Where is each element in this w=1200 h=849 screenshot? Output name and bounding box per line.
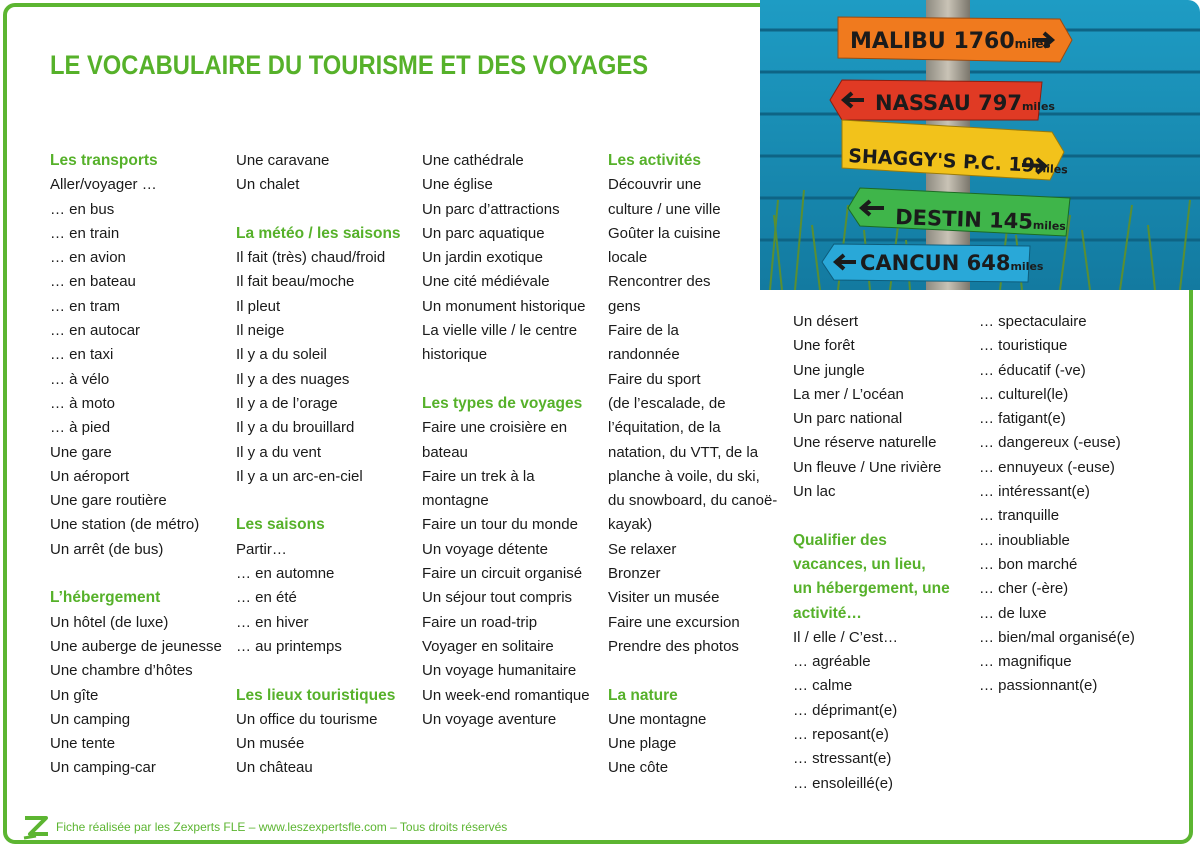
vocab-item: La mer / L’océan bbox=[793, 385, 904, 403]
vocab-item: … déprimant(e) bbox=[793, 701, 898, 719]
vocab-item: … de luxe bbox=[979, 604, 1047, 622]
zexperts-logo-icon bbox=[22, 814, 50, 840]
vocab-item: … en été bbox=[236, 589, 297, 607]
vocab-item: … dangereux (-euse) bbox=[979, 434, 1121, 452]
spacer bbox=[422, 368, 607, 392]
vocab-item: kayak) bbox=[608, 516, 653, 534]
signpost-photo bbox=[760, 0, 1200, 290]
vocab-item: Une église bbox=[422, 176, 493, 194]
vocab-item: … en tram bbox=[50, 297, 121, 315]
vocab-item: … bon marché bbox=[979, 555, 1078, 573]
svg-text:DESTIN 145miles: DESTIN 145miles bbox=[894, 205, 1067, 234]
vocab-item: Un parc national bbox=[793, 410, 903, 428]
vocab-item: Un château bbox=[236, 759, 313, 777]
column-2 bbox=[236, 149, 421, 781]
spacer bbox=[50, 562, 235, 586]
vocab-item: … spectaculaire bbox=[979, 313, 1087, 330]
vocab-item: … fatigant(e) bbox=[979, 410, 1066, 428]
vocab-item: Faire une croisière en bbox=[422, 419, 568, 437]
vocab-item: … magnifique bbox=[979, 653, 1072, 671]
vocab-item: Un voyage détente bbox=[422, 540, 548, 558]
vocab-item: locale bbox=[608, 249, 648, 267]
vocab-item: Prendre des photos bbox=[608, 637, 739, 655]
vocab-item: … ennuyeux (-euse) bbox=[979, 458, 1115, 476]
vocab-item: (de l’escalade, de bbox=[608, 394, 726, 412]
vocab-item: … en bus bbox=[50, 200, 115, 218]
vocab-item: Il y a du vent bbox=[236, 443, 322, 461]
vocab-item: Une auberge de jeunesse bbox=[50, 637, 222, 655]
vocab-item: Un musée bbox=[236, 735, 305, 753]
vocab-item: Un lac bbox=[793, 483, 836, 501]
svg-text:SHAGGY'S P.C. 19miles: SHAGGY'S P.C. 19miles bbox=[847, 145, 1069, 177]
vocab-item: Il y a de l’orage bbox=[236, 394, 338, 412]
spacer bbox=[236, 198, 421, 222]
signpost-illustration bbox=[760, 0, 1200, 290]
vocab-item: Un camping-car bbox=[50, 759, 156, 777]
vocab-item: natation, du VTT, de la bbox=[608, 443, 759, 461]
section-heading: Les saisons bbox=[236, 516, 325, 534]
vocab-item: … ensoleillé(e) bbox=[793, 774, 894, 792]
vocab-item: Un camping bbox=[50, 710, 131, 728]
section-heading: un hébergement, une bbox=[793, 580, 950, 598]
vocab-item: … au printemps bbox=[236, 637, 342, 655]
section-heading: Les transports bbox=[50, 152, 158, 169]
vocab-item: … bien/mal organisé(e) bbox=[979, 628, 1135, 646]
svg-text:CANCUN 648miles: CANCUN 648miles bbox=[860, 251, 1044, 275]
vocab-item: Une côte bbox=[608, 759, 669, 777]
vocab-item: Un chalet bbox=[236, 176, 300, 194]
vocab-item: Une montagne bbox=[608, 710, 707, 728]
vocab-item: Bronzer bbox=[608, 565, 661, 583]
vocab-item: Il neige bbox=[236, 322, 285, 340]
vocab-item: Un office du tourisme bbox=[236, 710, 378, 728]
vocab-item: Une tente bbox=[50, 735, 116, 753]
vocab-item: … en taxi bbox=[50, 346, 114, 364]
vocab-item: … passionnant(e) bbox=[979, 677, 1098, 695]
section-heading: La météo / les saisons bbox=[236, 224, 401, 242]
vocab-item: Faire une excursion bbox=[608, 613, 740, 631]
vocab-item: Il / elle / C’est… bbox=[793, 628, 899, 646]
vocab-item: Faire un road-trip bbox=[422, 613, 538, 631]
vocab-item: Une cité médiévale bbox=[422, 273, 550, 291]
vocab-item: … tranquille bbox=[979, 507, 1060, 525]
vocab-item: Rencontrer des bbox=[608, 273, 711, 291]
section-heading: Les types de voyages bbox=[422, 394, 583, 412]
vocab-item: Un fleuve / Une rivière bbox=[793, 458, 942, 476]
vocab-item: … éducatif (-ve) bbox=[979, 361, 1086, 379]
vocab-item: l’équitation, de la bbox=[608, 419, 721, 437]
vocab-item: Une caravane bbox=[236, 152, 330, 169]
vocab-item: Goûter la cuisine bbox=[608, 224, 721, 242]
vocab-item: Un aéroport bbox=[50, 467, 130, 485]
vocab-item: Faire du sport bbox=[608, 370, 701, 388]
vocab-item: Une cathédrale bbox=[422, 152, 524, 169]
spacer bbox=[236, 659, 421, 683]
vocab-item: … à moto bbox=[50, 394, 116, 412]
column-3 bbox=[422, 149, 607, 732]
vocab-item: randonnée bbox=[608, 346, 680, 364]
vocab-item: … en avion bbox=[50, 249, 126, 267]
vocab-item: Il y a un arc-en-ciel bbox=[236, 467, 363, 485]
vocab-item: Un parc aquatique bbox=[422, 224, 545, 242]
spacer bbox=[793, 504, 978, 528]
section-heading: Les activités bbox=[608, 152, 702, 169]
vocab-item: Une forêt bbox=[793, 337, 855, 355]
vocab-item: Une jungle bbox=[793, 361, 865, 379]
vocab-item: Un jardin exotique bbox=[422, 249, 543, 267]
vocab-item: Un voyage aventure bbox=[422, 710, 557, 728]
column-5 bbox=[793, 310, 978, 796]
vocab-item: Une gare bbox=[50, 443, 112, 461]
vocab-item: gens bbox=[608, 297, 641, 315]
vocab-item: historique bbox=[422, 346, 488, 364]
svg-text:NASSAU 797miles: NASSAU 797miles bbox=[875, 91, 1055, 115]
vocab-item: Il y a du brouillard bbox=[236, 419, 355, 437]
vocab-item: montagne bbox=[422, 492, 489, 510]
section-heading: activité… bbox=[793, 604, 862, 622]
section-heading: La nature bbox=[608, 686, 678, 704]
vocab-item: … reposant(e) bbox=[793, 726, 889, 744]
vocab-item: Faire un trek à la bbox=[422, 467, 535, 485]
vocab-item: culture / une ville bbox=[608, 200, 721, 218]
vocab-item: … inoubliable bbox=[979, 531, 1070, 549]
section-heading: Qualifier des bbox=[793, 531, 887, 549]
vocab-item: Faire un tour du monde bbox=[422, 516, 578, 534]
vocab-item: … à vélo bbox=[50, 370, 110, 388]
vocab-item: Une gare routière bbox=[50, 492, 167, 510]
vocab-item: Découvrir une bbox=[608, 176, 702, 194]
vocab-item: … touristique bbox=[979, 337, 1068, 355]
spacer bbox=[608, 659, 793, 683]
vocab-item: Un week-end romantique bbox=[422, 686, 590, 704]
vocab-item: Un arrêt (de bus) bbox=[50, 540, 164, 558]
vocab-item: Un désert bbox=[793, 313, 859, 330]
vocab-item: Il pleut bbox=[236, 297, 281, 315]
vocab-item: Voyager en solitaire bbox=[422, 637, 554, 655]
vocab-item: … en autocar bbox=[50, 322, 141, 340]
vocab-item: Aller/voyager … bbox=[50, 176, 157, 194]
section-heading: Les lieux touristiques bbox=[236, 686, 396, 704]
vocab-item: … en automne bbox=[236, 565, 335, 583]
vocab-item: Un voyage humanitaire bbox=[422, 662, 577, 680]
footer bbox=[22, 812, 507, 842]
column-1 bbox=[50, 149, 235, 781]
vocab-item: Faire de la bbox=[608, 322, 679, 340]
vocab-item: Un hôtel (de luxe) bbox=[50, 613, 169, 631]
vocab-item: Partir… bbox=[236, 540, 287, 558]
vocab-item: Il y a du soleil bbox=[236, 346, 327, 364]
page-title: LE VOCABULAIRE DU TOURISME ET DES VOYAGES bbox=[50, 50, 649, 80]
vocab-item: … à pied bbox=[50, 419, 111, 437]
vocab-item: Un séjour tout compris bbox=[422, 589, 573, 607]
vocab-item: … agréable bbox=[793, 653, 871, 671]
vocab-item: … en bateau bbox=[50, 273, 136, 291]
vocab-item: Visiter un musée bbox=[608, 589, 720, 607]
vocab-item: Une réserve naturelle bbox=[793, 434, 937, 452]
column-6 bbox=[979, 310, 1164, 699]
vocab-item: bateau bbox=[422, 443, 468, 461]
vocab-item: Un parc d’attractions bbox=[422, 200, 560, 218]
svg-text:MALIBU 1760miles: MALIBU 1760miles bbox=[850, 29, 1051, 54]
vocab-item: … culturel(le) bbox=[979, 385, 1069, 403]
section-heading: L’hébergement bbox=[50, 589, 161, 607]
footer-credit: Fiche réalisée par les Zexperts FLE – www.leszexpertsfle.com – Tous droits réservés bbox=[56, 820, 508, 834]
vocab-item: Il fait (très) chaud/froid bbox=[236, 249, 386, 267]
vocab-item: Une station (de métro) bbox=[50, 516, 200, 534]
vocab-item: … en hiver bbox=[236, 613, 309, 631]
vocab-item: Il y a des nuages bbox=[236, 370, 350, 388]
vocab-item: du snowboard, du canoë- bbox=[608, 492, 778, 510]
vocab-item: … calme bbox=[793, 677, 853, 695]
spacer bbox=[236, 489, 421, 513]
vocab-item: Se relaxer bbox=[608, 540, 677, 558]
vocab-item: Un gîte bbox=[50, 686, 99, 704]
vocab-item: Une plage bbox=[608, 735, 677, 753]
vocab-item: Il fait beau/moche bbox=[236, 273, 355, 291]
vocab-item: … en train bbox=[50, 224, 120, 242]
section-heading: vacances, un lieu, bbox=[793, 555, 926, 573]
vocab-item: planche à voile, du ski, bbox=[608, 467, 760, 485]
vocab-item: … cher (-ère) bbox=[979, 580, 1069, 598]
vocab-item: La vielle ville / le centre bbox=[422, 322, 578, 340]
vocab-item: Faire un circuit organisé bbox=[422, 565, 583, 583]
vocab-item: Un monument historique bbox=[422, 297, 586, 315]
vocab-item: … intéressant(e) bbox=[979, 483, 1090, 501]
vocab-item: … stressant(e) bbox=[793, 750, 892, 768]
vocab-item: Une chambre d’hôtes bbox=[50, 662, 193, 680]
